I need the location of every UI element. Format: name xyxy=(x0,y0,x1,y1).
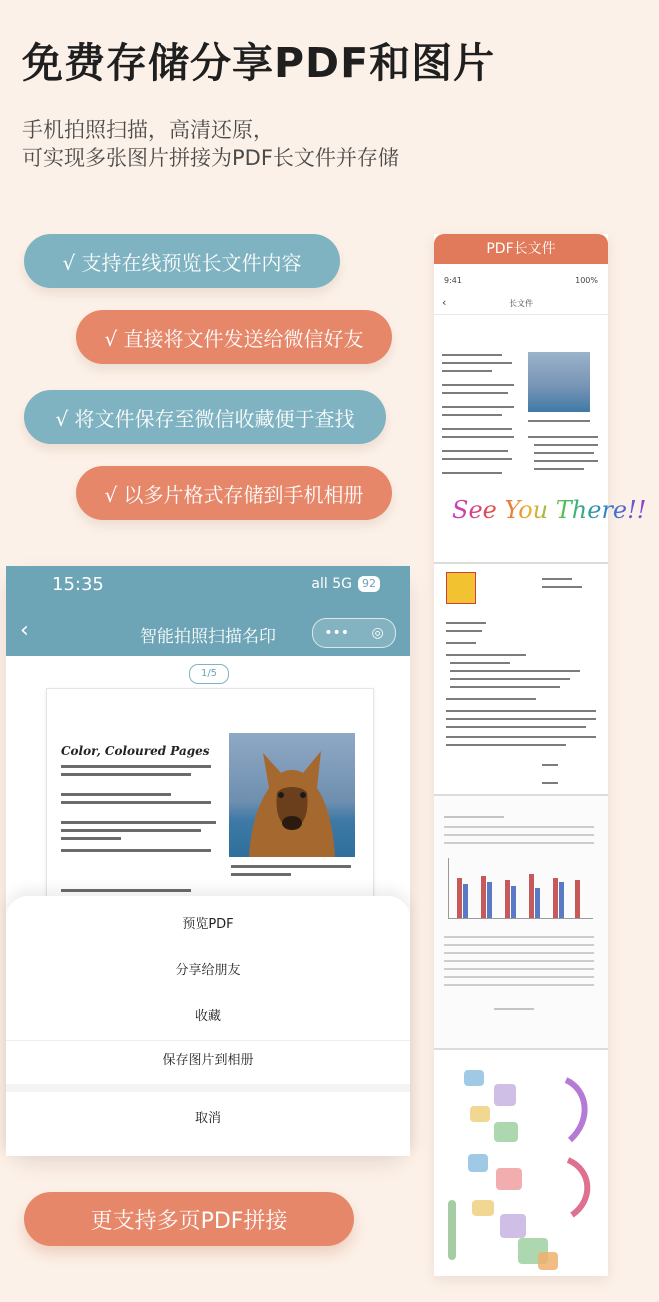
multi-page-pdf-button[interactable]: 更支持多页PDF拼接 xyxy=(24,1192,354,1246)
action-preview-pdf[interactable]: 预览PDF xyxy=(182,917,234,932)
feature-pill-preview xyxy=(24,234,340,288)
sheet-gap xyxy=(6,1084,410,1092)
doc-text-line xyxy=(61,889,191,892)
subtitle-line-2: 可实现多张图片拼接为PDF长文件并存储 xyxy=(22,146,399,170)
doc-text-line xyxy=(61,801,211,804)
feature-pill-favorite xyxy=(24,390,386,444)
action-favorite[interactable]: 收藏 xyxy=(194,1009,221,1024)
pdf-status-battery: 100% xyxy=(575,276,598,285)
page-indicator: 1/5 xyxy=(189,664,229,684)
action-save-album[interactable]: 保存图片到相册 xyxy=(162,1053,254,1068)
doc-text-line xyxy=(61,821,216,824)
pdf-status-bar xyxy=(434,270,608,292)
status-signal xyxy=(311,576,380,592)
back-chevron-icon[interactable]: ‹ xyxy=(20,618,29,643)
status-time: 15:35 xyxy=(52,574,104,595)
doc-text-line xyxy=(61,765,211,768)
feature-pill-album xyxy=(76,466,392,520)
page-subtitle xyxy=(22,116,399,172)
mini-dog-photo xyxy=(528,352,590,412)
close-circle-icon[interactable]: ◎ xyxy=(371,625,384,641)
subtitle-line-1: 手机拍照扫描，高清还原， xyxy=(22,118,274,142)
doc-text-line xyxy=(61,849,211,852)
pdf-page-2 xyxy=(434,564,608,796)
doc-text-line xyxy=(231,873,291,876)
doc-text-line xyxy=(61,793,171,796)
pdf-nav-title: 长文件 xyxy=(509,299,533,308)
doc-text-line xyxy=(61,837,121,840)
flow-arrows-icon xyxy=(558,1070,598,1220)
mini-logo xyxy=(446,572,476,604)
dog-illustration xyxy=(229,733,355,857)
doc-text-line xyxy=(231,865,351,868)
feature-pill-send-wechat xyxy=(76,310,392,364)
phone-mockup xyxy=(6,566,410,1156)
feature-label: √ 将文件保存至微信收藏便于查找 xyxy=(55,406,355,431)
pdf-nav-bar xyxy=(434,292,608,315)
pdf-back-icon[interactable]: ‹ xyxy=(442,296,447,309)
signal-icon: all 5G xyxy=(311,576,352,592)
doc-text-line xyxy=(61,773,191,776)
dog-photo xyxy=(229,733,355,857)
doc-text-line xyxy=(61,829,201,832)
pdf-long-file-tag: PDF长文件 xyxy=(434,234,608,264)
feature-label: √ 直接将文件发送给微信好友 xyxy=(104,326,364,351)
mini-program-capsule[interactable] xyxy=(312,618,396,648)
pdf-page-4 xyxy=(434,1050,608,1276)
battery-icon: 92 xyxy=(358,576,380,592)
rainbow-wordart: See You There!! xyxy=(452,496,647,524)
doc-heading: Color, Coloured Pages xyxy=(61,744,210,758)
pdf-page-1 xyxy=(434,316,647,564)
more-icon[interactable]: ••• xyxy=(324,625,350,641)
page-title: 免费存储分享PDF和图片 xyxy=(22,39,496,87)
pdf-long-file-preview xyxy=(434,234,647,1276)
pdf-page-3 xyxy=(434,796,608,1050)
action-sheet xyxy=(6,896,410,1156)
nav-title: 智能拍照扫描名印 xyxy=(140,627,276,647)
action-cancel[interactable]: 取消 xyxy=(194,1111,221,1126)
action-share-friend[interactable]: 分享给朋友 xyxy=(175,963,241,978)
mini-bar-chart xyxy=(448,858,593,919)
feature-label: √ 支持在线预览长文件内容 xyxy=(62,250,302,275)
document-preview[interactable] xyxy=(46,688,374,910)
feature-label: √ 以多片格式存储到手机相册 xyxy=(104,482,364,507)
pdf-status-time: 9:41 xyxy=(444,276,462,285)
